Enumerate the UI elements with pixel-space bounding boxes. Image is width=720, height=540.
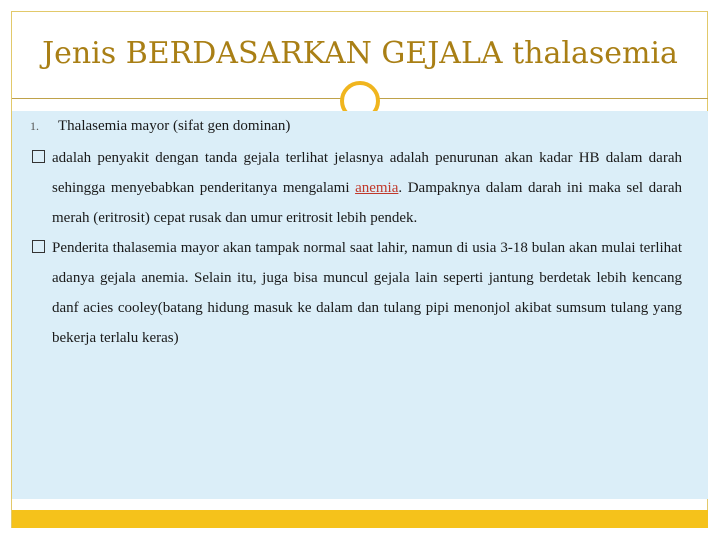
bullet-paragraph-2: [30, 233, 682, 353]
bullet-square-icon: [32, 150, 45, 163]
paragraph-1-text-b: . Dampaknya dalam darah ini maka sel darah merah (eritrosit) cepat rusak dan umur eritrosit lebih pendek.: [52, 180, 682, 226]
list-item-text: Thalasemia mayor (sifat gen dominan): [58, 118, 291, 134]
slide-body: [30, 118, 682, 353]
slide-title: Jenis BERDASARKAN GEJALA thalasemia: [42, 36, 678, 71]
footer-bar: [12, 510, 708, 528]
bullet-paragraph-1: [30, 143, 682, 233]
bullet-square-icon: [32, 240, 45, 253]
numbered-item: [30, 118, 682, 135]
anemia-link[interactable]: anemia: [355, 180, 399, 196]
paragraph-2-text: Penderita thalasemia mayor akan tampak normal saat lahir, namun di usia 3-18 bulan akan mulai terlihat adanya gejala anemia. Selain itu, juga bisa muncul gejala lain seperti jantung berdetak lebih kencang danf acies cooley(batang hidung masuk ke dalam dan tulang pipi menonjol akibat sumsum tulang yang bekerja terlalu keras): [52, 240, 682, 346]
paragraph-1-text-a: adalah penyakit dengan tanda gejala terlihat jelasnya adalah penurunan akan kadar HB dalam darah sehingga menyebabkan penderitanya mengalami: [52, 150, 682, 196]
list-number: 1.: [30, 119, 39, 133]
